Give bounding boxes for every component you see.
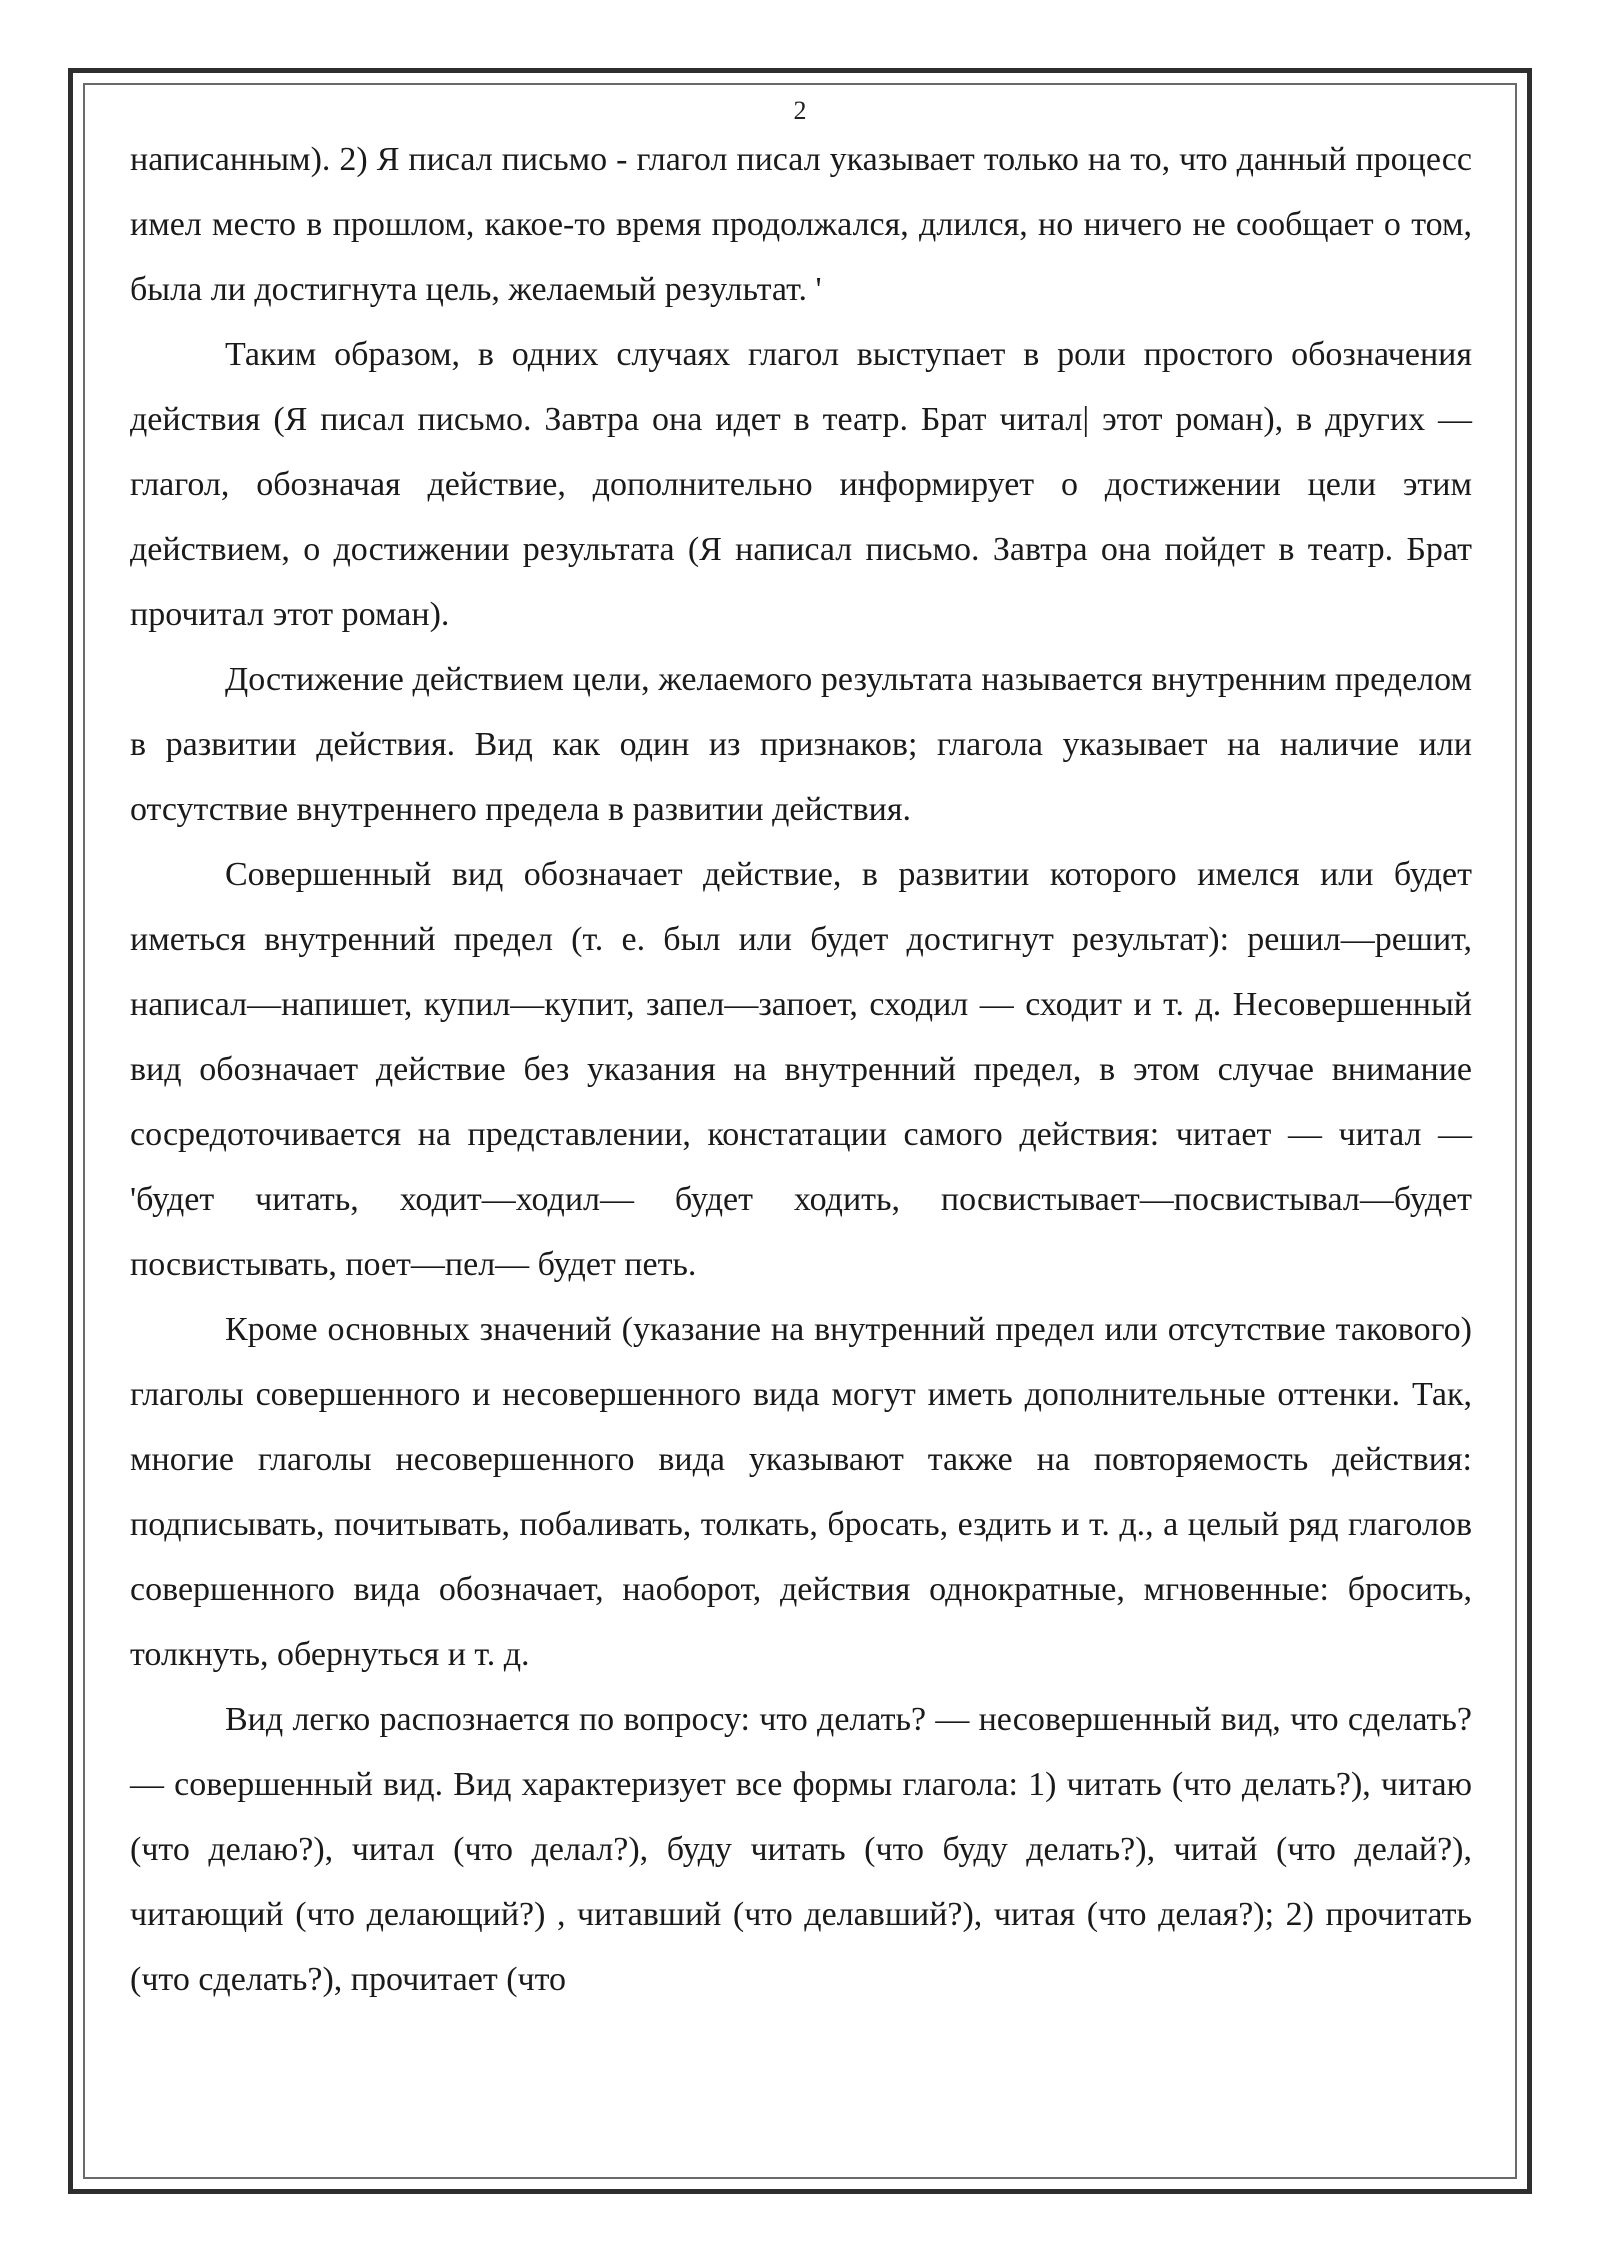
- document-body: [130, 127, 1472, 2012]
- page-number: 2: [793, 96, 807, 125]
- paragraph: Таким образом, в одних случаях глагол выступает в роли простого обозначения действия (Я писал письмо. Завтра она идет в театр. Брат читал| этот роман), в других — глагол, обозначая действие, дополнительно информирует о достижении цели этим действием, о достижении результата (Я написал письмо. Завтра она пойдет в театр. Брат прочитал этот роман).: [130, 336, 1472, 633]
- paragraph: Достижение действием цели, желаемого результата называется внутренним пределом в развитии действия. Вид как один из признаков; глагола указывает на наличие или отсутствие внутреннего предела в развитии действия.: [130, 661, 1472, 828]
- paragraph: Совершенный вид обозначает действие, в развитии которого имелся или будет иметься внутренний предел (т. е. был или будет достигнут результат): решил—решит, написал—напишет, купил—купит, запел—запоет, сходил — сходит и т. д. Несовершенный вид обозначает действие без указания на внутренний предел, в этом случае внимание сосредоточивается на представлении, констатации самого действия: читает — читал — 'будет читать, ходит—ходил— будет ходить, посвистывает—посвистывал—будет посвистывать, поет—пел— будет петь.: [130, 856, 1472, 1283]
- paragraph: Кроме основных значений (указание на внутренний предел или отсутствие такового) глаголы совершенного и несовершенного вида могут иметь дополнительные оттенки. Так, многие глаголы несовершенного вида указывают также на повторяемость действия: подписывать, почитывать, побаливать, толкать, бросать, ездить и т. д., а целый ряд глаголов совершенного вида обозначает, наоборот, действия однократные, мгновенные: бросить, толкнуть, обернуться и т. д.: [130, 1311, 1472, 1673]
- paragraph-continued: написанным). 2) Я писал письмо - глагол писал указывает только на то, что данный процесс имел место в прошлом, какое-то время продолжался, длился, но ничего не сообщает о том, была ли достигнута цель, желаемый результат. ': [130, 141, 1472, 308]
- paragraph-last: Вид легко распознается по вопросу: что делать? — несовершенный вид, что сделать? — совершенный вид. Вид характеризует все формы глагола: 1) читать (что делать?), читаю (что делаю?), читал (что делал?), буду читать (что буду делать?), читай (что делай?), читающий (что делающий?) , читавший (что делавший?), читая (что делая?); 2) прочитать (что сделать?), прочитает (что: [130, 1701, 1472, 1998]
